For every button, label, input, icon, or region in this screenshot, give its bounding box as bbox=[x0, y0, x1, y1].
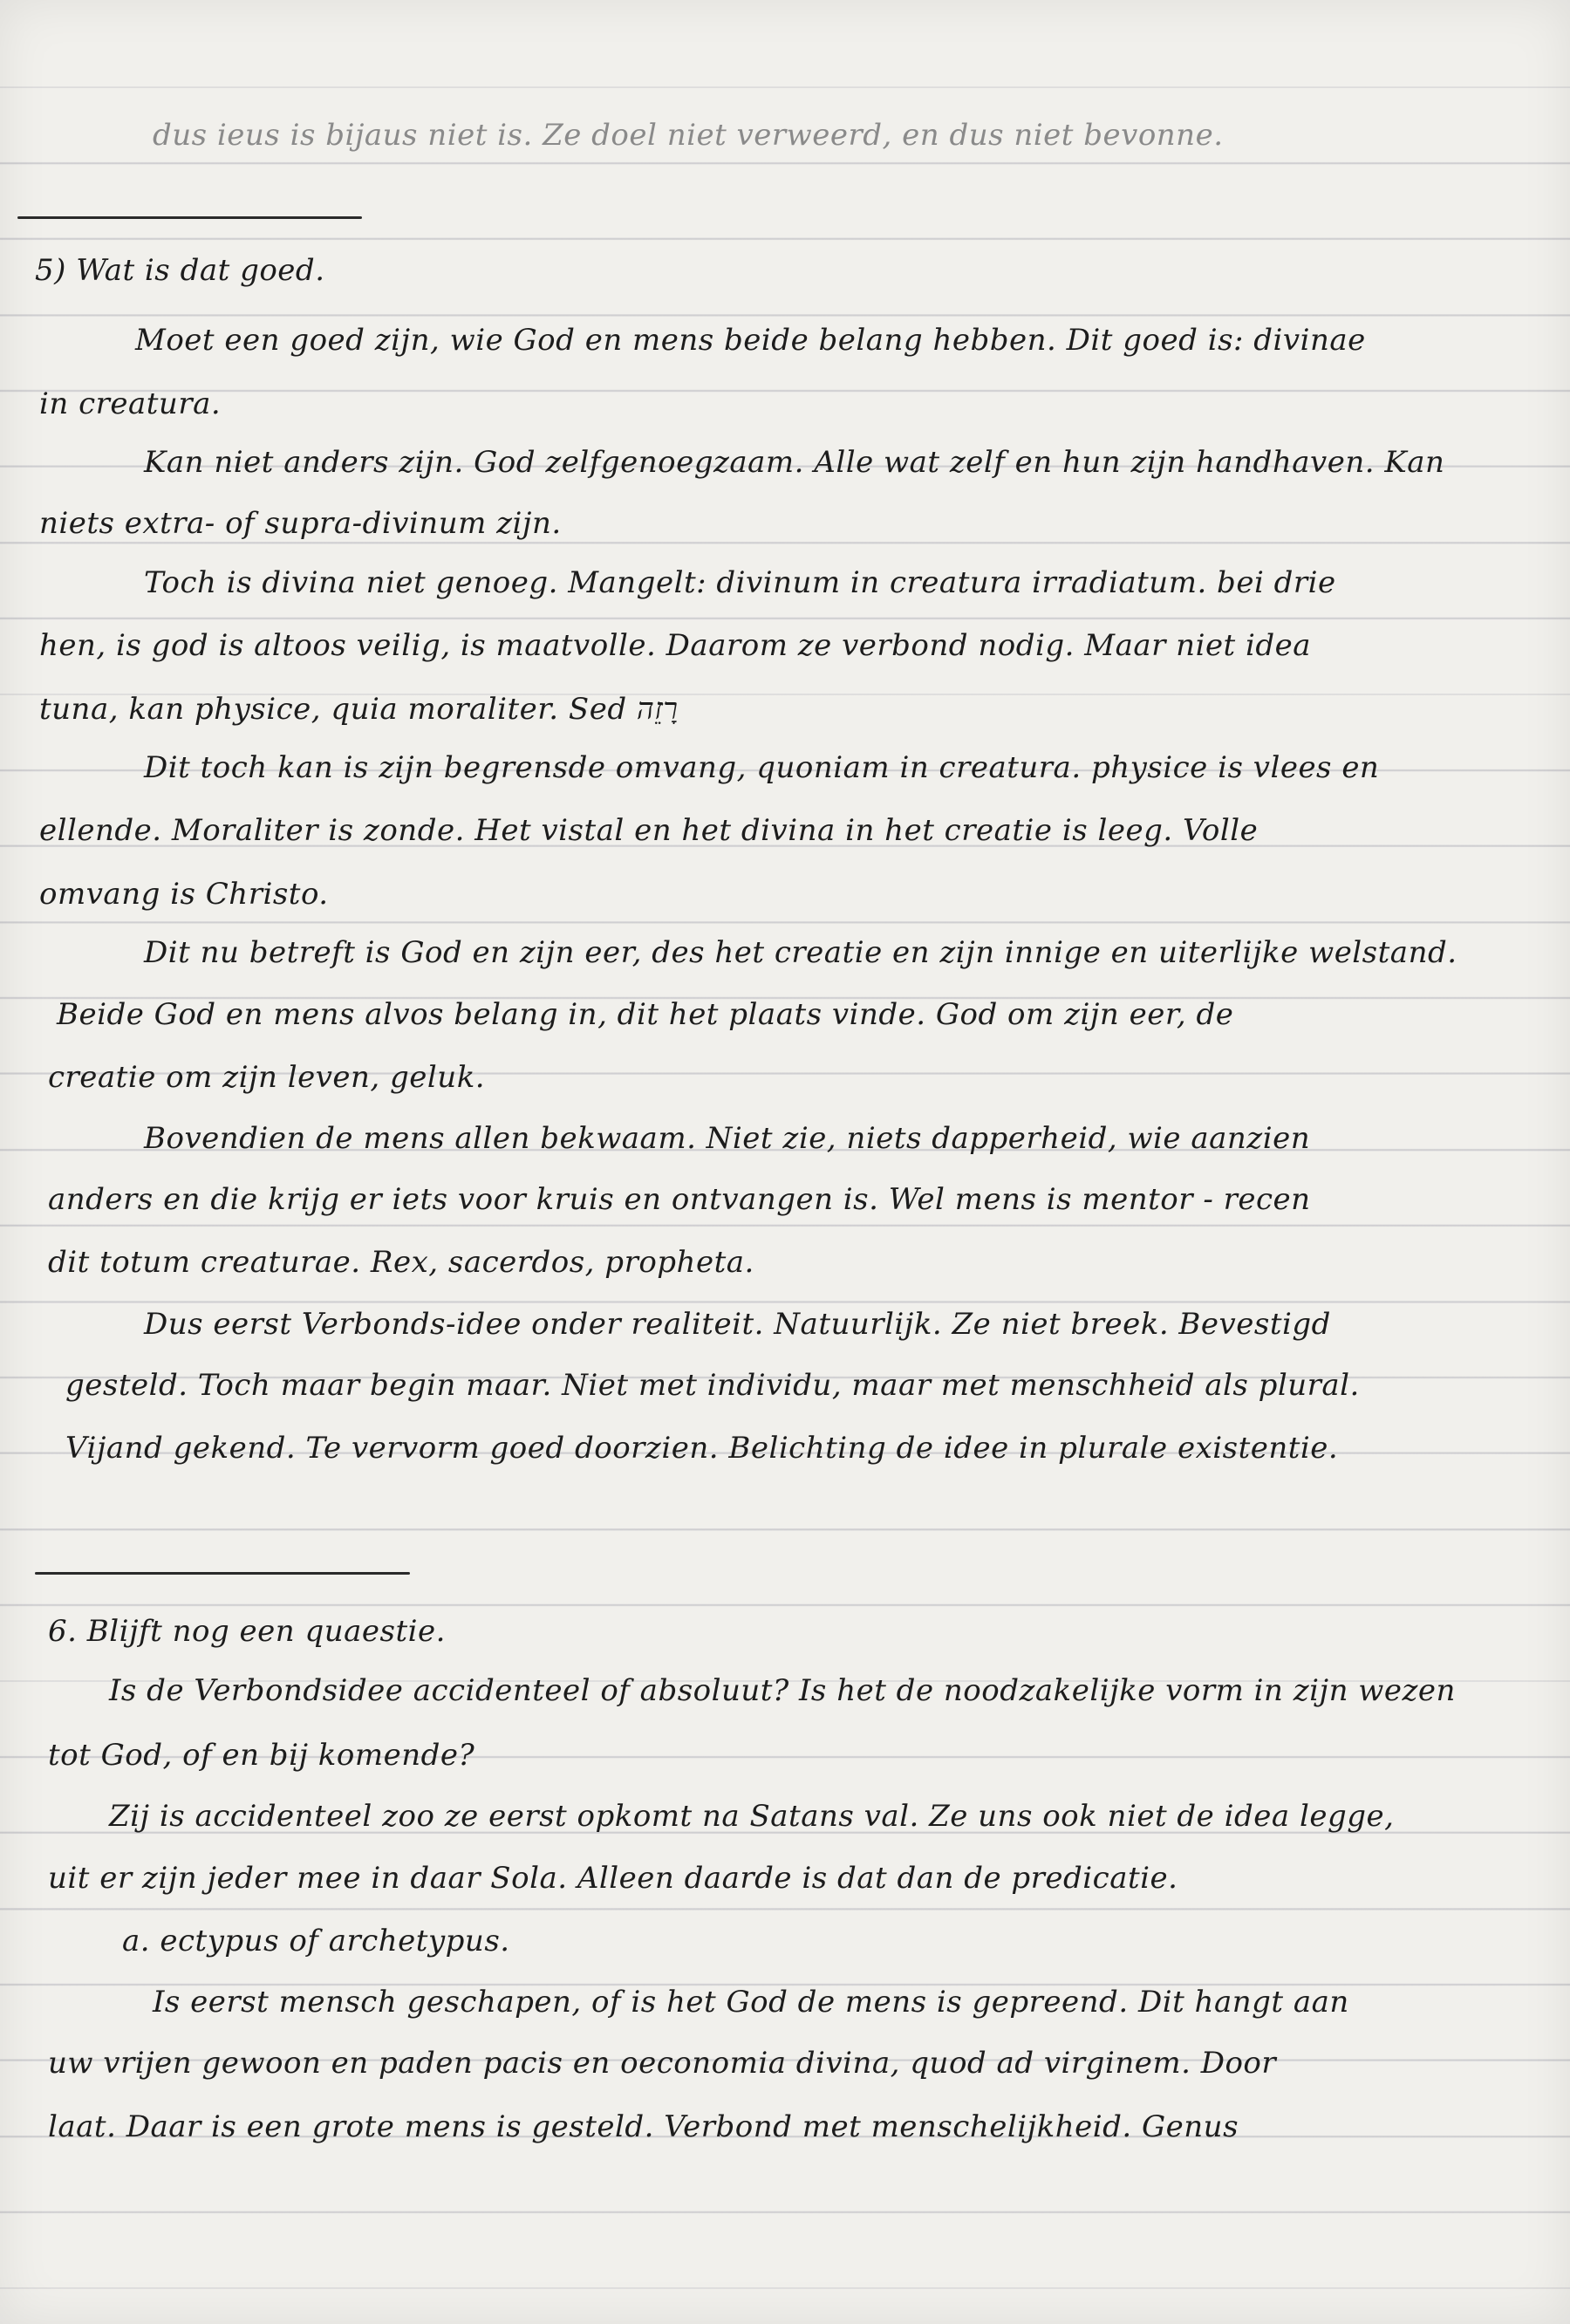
section-heading: 5) Wat is dat goed. bbox=[35, 253, 325, 288]
section-heading: 6. Blijft nog een quaestie. bbox=[48, 1614, 446, 1649]
text-line: creatie om zijn leven, geluk. bbox=[48, 1060, 486, 1095]
text-line: dit totum creaturae. Rex, sacerdos, propheta. bbox=[48, 1245, 754, 1280]
text-line: Dit nu betreft is God en zijn eer, des het creatie en zijn innige en uiterlijke welstand. bbox=[144, 935, 1457, 970]
text-line: uit er zijn jeder mee in daar Sola. Alleen daarde is dat dan de predicatie. bbox=[48, 1861, 1178, 1896]
text-line: uw vrijen gewoon en paden pacis en oeconomia divina, quod ad virginem. Door bbox=[48, 2046, 1277, 2081]
text-line: tuna, kan physice, quia moraliter. Sed רָזֵה bbox=[39, 692, 679, 727]
text-line: omvang is Christo. bbox=[39, 877, 329, 912]
text-line: dus ieus is bijaus niet is. Ze doel niet verweerd, en dus niet bevonne. bbox=[153, 118, 1224, 153]
text-line: Dit toch kan is zijn begrensde omvang, quoniam in creatura. physice is vlees en bbox=[144, 750, 1380, 785]
text-line: Beide God en mens alvos belang in, dit het plaats vinde. God om zijn eer, de bbox=[57, 997, 1234, 1032]
text-line: in creatura. bbox=[39, 386, 222, 421]
text-line: Dus eerst Verbonds-idee onder realiteit. Natuurlijk. Ze niet breek. Bevestigd bbox=[144, 1307, 1331, 1342]
text-line: Bovendien de mens allen bekwaam. Niet zie, niets dapperheid, wie aanzien bbox=[144, 1121, 1311, 1156]
text-line: Kan niet anders zijn. God zelfgenoegzaam. Alle wat zelf en hun zijn handhaven. Kan bbox=[144, 445, 1445, 480]
text-line: Moet een goed zijn, wie God en mens beide belang hebben. Dit goed is: divinae bbox=[135, 323, 1366, 358]
text-line: gesteld. Toch maar begin maar. Niet met individu, maar met menschheid als plural. bbox=[65, 1368, 1360, 1403]
text-line: Is de Verbondsidee accidenteel of absoluut? Is het de noodzakelijke vorm in zijn wezen bbox=[109, 1673, 1456, 1708]
text-line: Toch is divina niet genoeg. Mangelt: divinum in creatura irradiatum. bei drie bbox=[144, 565, 1336, 600]
section-divider bbox=[35, 1572, 410, 1575]
section-divider bbox=[17, 216, 362, 219]
text-line: Zij is accidenteel zoo ze eerst opkomt na Satans val. Ze uns ook niet de idea legge, bbox=[109, 1799, 1395, 1834]
subheading: a. ectypus of archetypus. bbox=[122, 1924, 510, 1958]
text-line: Vijand gekend. Te vervorm goed doorzien. Belichting de idee in plurale existentie. bbox=[65, 1431, 1339, 1466]
text-line: niets extra- of supra-divinum zijn. bbox=[39, 506, 562, 541]
text-line: hen, is god is altoos veilig, is maatvolle. Daarom ze verbond nodig. Maar niet idea bbox=[39, 628, 1312, 663]
text-line: ellende. Moraliter is zonde. Het vistal en het divina in het creatie is leeg. Volle bbox=[39, 813, 1259, 848]
text-line: tot God, of en bij komende? bbox=[48, 1738, 475, 1773]
text-line: laat. Daar is een grote mens is gesteld. Verbond met menschelijkheid. Genus bbox=[48, 2109, 1239, 2144]
text-line: Is eerst mensch geschapen, of is het God de mens is gepreend. Dit hangt aan bbox=[153, 1985, 1349, 2020]
text-line: anders en die krijg er iets voor kruis en ontvangen is. Wel mens is mentor - recen bbox=[48, 1182, 1311, 1217]
